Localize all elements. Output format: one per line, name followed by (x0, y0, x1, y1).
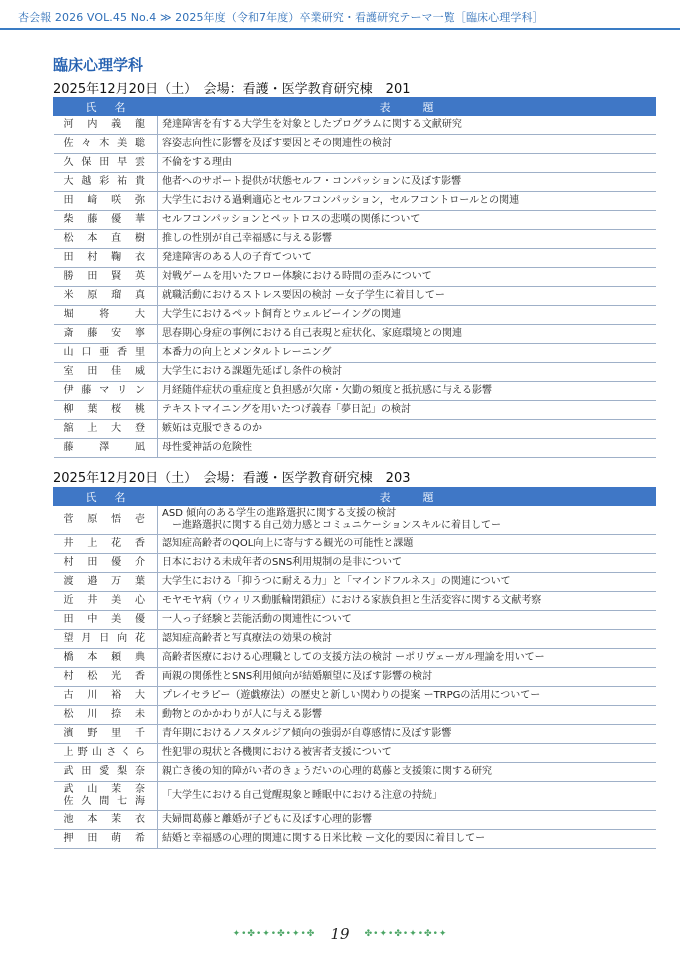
research-title: 高齢者医療における心理職としての支援方法の検討 ーポリヴェーガル理論を用いてー (158, 649, 656, 668)
table-row (54, 287, 656, 306)
student-name: 田中美優 (54, 611, 158, 630)
research-title: 不倫をする理由 (158, 154, 656, 173)
research-title: 容姿志向性に影響を及ぼす要因とその関連性の検討 (158, 135, 656, 154)
table-row (54, 249, 656, 268)
table-row (54, 154, 656, 173)
student-name: 井上花香 (54, 535, 158, 554)
research-title: 認知症高齢者と写真療法の効果の検討 (158, 630, 656, 649)
student-name: 菅原悟壱 (54, 506, 158, 535)
student-name: 押田萌希 (54, 830, 158, 849)
table-row (54, 649, 656, 668)
column-header-title: 表題 (158, 488, 656, 506)
session-heading: 2025年12月20日（土） 会場：看護・医学教育研究棟 201 (53, 82, 411, 97)
student-name: 松本直樹 (54, 230, 158, 249)
header-rule (0, 28, 680, 30)
theme-table (53, 97, 656, 458)
session-heading: 2025年12月20日（土） 会場：看護・医学教育研究棟 203 (53, 471, 411, 486)
research-title: 推しの性別が自己幸福感に与える影響 (158, 230, 656, 249)
student-name: 山口亜香里 (54, 344, 158, 363)
table-row (54, 630, 656, 649)
table-row (54, 611, 656, 630)
table-row (54, 687, 656, 706)
research-title: モヤモヤ病（ウィリス動脈輪閉鎖症）における家族負担と生活変容に関する文献考察 (158, 592, 656, 611)
research-title: 嫉妬は克服できるのか (158, 420, 656, 439)
table-row (54, 592, 656, 611)
student-name: 田村鞠衣 (54, 249, 158, 268)
table-row (54, 782, 656, 811)
student-name: 武山茉奈 佐久間七海 (54, 782, 158, 811)
student-name: 室田佳威 (54, 363, 158, 382)
table-row (54, 344, 656, 363)
student-name: 村松光香 (54, 668, 158, 687)
table-row (54, 535, 656, 554)
research-title: テキストマイニングを用いたつげ義春「夢日記」の検討 (158, 401, 656, 420)
running-header: 杏会報 2026 VOL.45 No.4 ≫ 2025年度（令和7年度）卒業研究・看護研究テーマ一覧［臨床心理学科］ (18, 11, 544, 24)
table-row (54, 668, 656, 687)
research-title: 性犯罪の現状と各機関における被害者支援について (158, 744, 656, 763)
research-title: ASD 傾向のある学生の進路選択に関する支援の検討 ー進路選択に関する自己効力感とコミュニケーションスキルに着目してー (158, 506, 656, 535)
table-row (54, 363, 656, 382)
table-row (54, 230, 656, 249)
research-title: 一人っ子経験と芸能活動の関連性について (158, 611, 656, 630)
column-header-name: 氏名 (54, 488, 158, 506)
research-title: 動物とのかかわりが人に与える影響 (158, 706, 656, 725)
student-name: 伊藤マリン (54, 382, 158, 401)
student-name: 大越彩祐貴 (54, 173, 158, 192)
table-row (54, 306, 656, 325)
table-row (54, 382, 656, 401)
student-name: 渡邉万葉 (54, 573, 158, 592)
research-title: 母性愛神話の危険性 (158, 439, 656, 458)
table-row (54, 573, 656, 592)
table-row (54, 192, 656, 211)
student-name: 勝田賢英 (54, 268, 158, 287)
research-title: 大学生におけるペット飼育とウェルビーイングの関連 (158, 306, 656, 325)
student-name: 田﨑咲弥 (54, 192, 158, 211)
table-row (54, 706, 656, 725)
page-footer (0, 923, 680, 943)
table-row (54, 135, 656, 154)
student-name: 藤澤凪 (54, 439, 158, 458)
research-title: 大学生における過剰適応とセルフコンパッション，セルフコントロールとの関連 (158, 192, 656, 211)
student-name: 河内義龍 (54, 116, 158, 135)
student-name: 柳葉桜桃 (54, 401, 158, 420)
table-row (54, 744, 656, 763)
research-title: 両親の関係性とSNS利用傾向が結婚願望に及ぼす影響の検討 (158, 668, 656, 687)
research-title: 親亡き後の知的障がい者のきょうだいの心理的葛藤と支援策に関する研究 (158, 763, 656, 782)
research-title: 青年期におけるノスタルジア傾向の強弱が自尊感情に及ぼす影響 (158, 725, 656, 744)
table-row (54, 763, 656, 782)
research-title: 対戦ゲームを用いたフロー体験における時間の歪みについて (158, 268, 656, 287)
research-title: 認知症高齢者のQOL向上に寄与する観光の可能性と課題 (158, 535, 656, 554)
student-name: 望月日向花 (54, 630, 158, 649)
research-title: プレイセラピー（遊戯療法）の歴史と新しい関わりの提案 ーTRPGの活用についてー (158, 687, 656, 706)
table-row (54, 439, 656, 458)
table-row (54, 554, 656, 573)
research-title: 発達障害を有する大学生を対象としたプログラムに関する文献研究 (158, 116, 656, 135)
research-title: 大学生における課題先延ばし条件の検討 (158, 363, 656, 382)
table-row (54, 420, 656, 439)
student-name: 濱野里千 (54, 725, 158, 744)
department-title: 臨床心理学科 (53, 56, 144, 74)
research-title: 就職活動におけるストレス要因の検討 ー女子学生に着目してー (158, 287, 656, 306)
table-row (54, 268, 656, 287)
leaf-ornament-right-icon: ✤•✦•✤•✦•✤•✦ (364, 928, 448, 939)
column-header-title: 表題 (158, 98, 656, 116)
student-name: 池本茉衣 (54, 811, 158, 830)
research-title: 他者へのサポート提供が状態セルフ・コンパッションに及ぼす影響 (158, 173, 656, 192)
table-row (54, 325, 656, 344)
table-row (54, 211, 656, 230)
research-title: 思春期心身症の事例における自己表現と症状化、家庭環境との関連 (158, 325, 656, 344)
research-title: 月経随伴症状の重症度と負担感が欠席・欠勤の頻度と抵抗感に与える影響 (158, 382, 656, 401)
student-name: 久保田早雲 (54, 154, 158, 173)
student-name: 武田愛梨奈 (54, 763, 158, 782)
column-header-name: 氏名 (54, 98, 158, 116)
research-title: 本番力の向上とメンタルトレーニング (158, 344, 656, 363)
student-name: 松川捺未 (54, 706, 158, 725)
student-name: 佐々木美聡 (54, 135, 158, 154)
student-name: 村田優介 (54, 554, 158, 573)
page-number: 19 (330, 924, 350, 943)
student-name: 上野山さくら (54, 744, 158, 763)
student-name: 堀将大 (54, 306, 158, 325)
student-name: 舘上大登 (54, 420, 158, 439)
student-name: 斎藤安寧 (54, 325, 158, 344)
research-title: 大学生における「抑うつに耐える力」と「マインドフルネス」の関連について (158, 573, 656, 592)
table-row (54, 173, 656, 192)
student-name: 古川裕大 (54, 687, 158, 706)
research-title: 「大学生における自己覚醒現象と睡眠中における注意の持続」 (158, 782, 656, 811)
research-title: 日本における未成年者のSNS利用規制の是非について (158, 554, 656, 573)
student-name: 米原瑠真 (54, 287, 158, 306)
table-row (54, 725, 656, 744)
research-title: 夫婦間葛藤と離婚が子どもに及ぼす心理的影響 (158, 811, 656, 830)
research-title: 発達障害のある人の子育てついて (158, 249, 656, 268)
leaf-ornament-left-icon: ✦•✤•✦•✤•✦•✤ (232, 928, 316, 939)
table-row (54, 506, 656, 535)
theme-table (53, 487, 656, 849)
table-row (54, 116, 656, 135)
table-row (54, 811, 656, 830)
student-name: 橋本頼典 (54, 649, 158, 668)
table-row (54, 401, 656, 420)
research-title: セルフコンパッションとペットロスの悲嘆の関係について (158, 211, 656, 230)
research-title: 結婚と幸福感の心理的関連に関する日米比較 ー文化的要因に着目してー (158, 830, 656, 849)
student-name: 柴藤優華 (54, 211, 158, 230)
student-name: 近井美心 (54, 592, 158, 611)
table-row (54, 830, 656, 849)
